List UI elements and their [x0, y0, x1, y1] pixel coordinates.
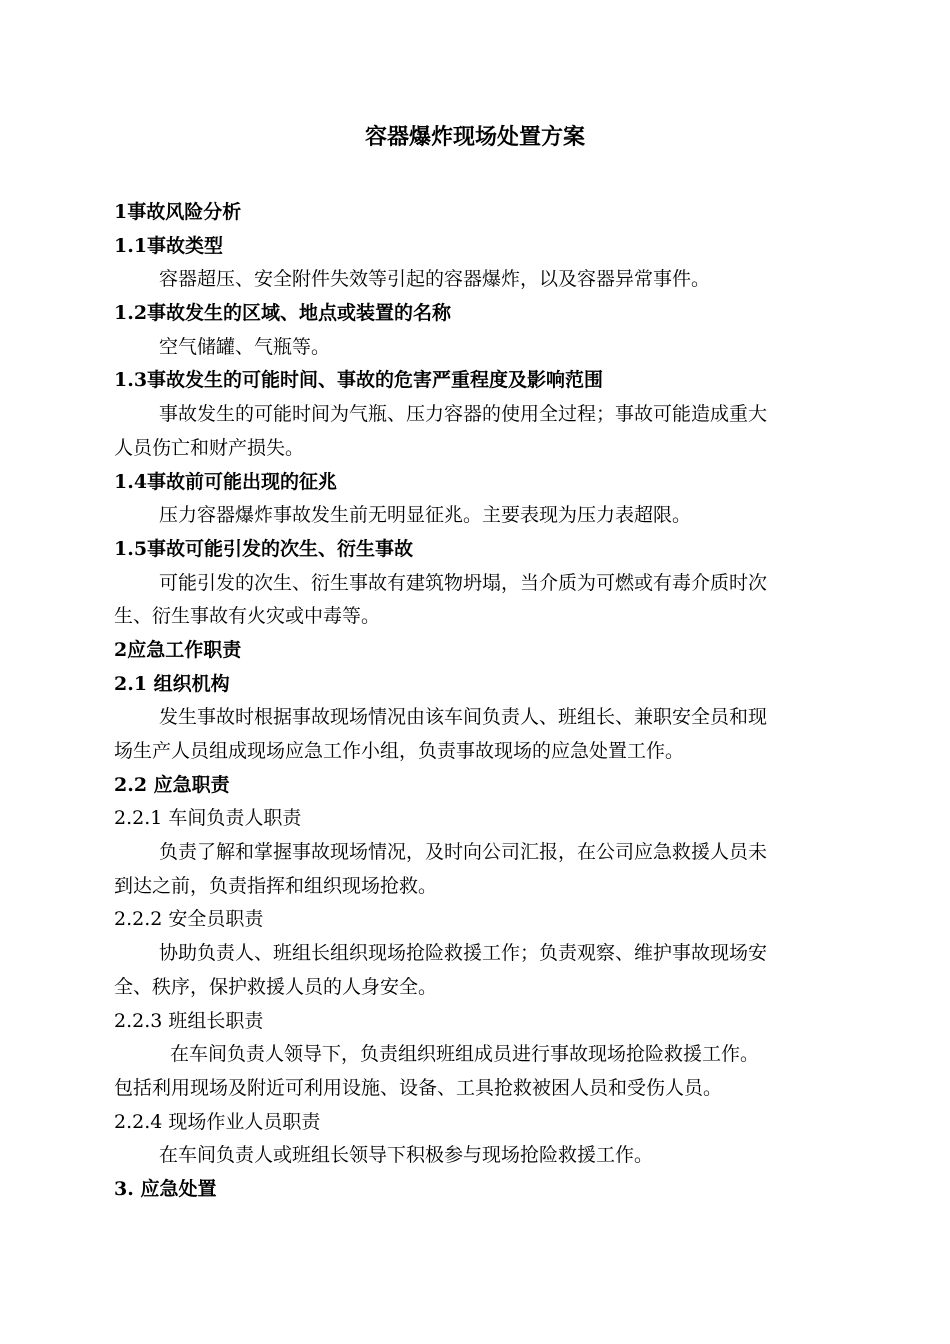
paragraph-line: 事故发生的可能时间为气瓶、压力容器的使用全过程；事故可能造成重大 [159, 403, 768, 426]
section-heading: 1事故风险分析 [114, 201, 242, 223]
subsubsection-heading: 2.2.3 班组长职责 [114, 1009, 264, 1032]
paragraph-line: 生、衍生事故有火灾或中毒等。 [114, 605, 381, 628]
paragraph-line: 到达之前，负责指挥和组织现场抢救。 [114, 874, 438, 897]
paragraph-line: 空气储罐、气瓶等。 [159, 335, 331, 358]
paragraph-line: 包括利用现场及附近可利用设施、设备、工具抢救被困人员和受伤人员。 [114, 1076, 723, 1099]
subsection-heading: 1.2事故发生的区域、地点或装置的名称 [114, 302, 452, 325]
paragraph-line: 在车间负责人领导下，负责组织班组成员进行事故现场抢险救援工作。 [170, 1043, 760, 1066]
paragraph-line: 可能引发的次生、衍生事故有建筑物坍塌，当介质为可燃或有毒介质时次 [159, 571, 768, 594]
subsection-heading: 1.3事故发生的可能时间、事故的危害严重程度及影响范围 [114, 369, 604, 392]
paragraph-line: 协助负责人、班组长组织现场抢险救援工作；负责观察、维护事故现场安 [159, 942, 768, 965]
subsubsection-heading: 2.2.2 安全员职责 [114, 908, 264, 931]
section-heading: 3. 应急处置 [114, 1177, 217, 1200]
subsection-heading: 2.1 组织机构 [114, 672, 230, 695]
paragraph-line: 压力容器爆炸事故发生前无明显征兆。主要表现为压力表超限。 [159, 504, 692, 527]
paragraph-line: 发生事故时根据事故现场情况由该车间负责人、班组长、兼职安全员和现 [159, 706, 768, 729]
paragraph-line: 在车间负责人或班组长领导下积极参与现场抢险救援工作。 [159, 1144, 654, 1167]
paragraph-line: 全、秩序，保护救援人员的人身安全。 [114, 975, 438, 998]
paragraph-line: 负责了解和掌握事故现场情况，及时向公司汇报，在公司应急救援人员未 [159, 841, 768, 864]
subsubsection-heading: 2.2.4 现场作业人员职责 [114, 1110, 321, 1133]
subsection-heading: 1.4事故前可能出现的征兆 [114, 470, 338, 493]
document-title: 容器爆炸现场处置方案 [364, 124, 585, 150]
subsection-heading: 2.2 应急职责 [114, 773, 230, 796]
paragraph-line: 场生产人员组成现场应急工作小组，负责事故现场的应急处置工作。 [114, 740, 685, 762]
section-heading: 2应急工作职责 [114, 638, 242, 661]
paragraph-line: 容器超压、安全附件失效等引起的容器爆炸，以及容器异常事件。 [159, 268, 711, 291]
subsection-heading: 1.1事故类型 [114, 234, 224, 257]
subsubsection-heading: 2.2.1 车间负责人职责 [114, 807, 302, 830]
document-body [114, 196, 866, 1207]
subsection-heading: 1.5事故可能引发的次生、衍生事故 [114, 537, 414, 560]
paragraph-line: 人员伤亡和财产损失。 [114, 436, 305, 459]
